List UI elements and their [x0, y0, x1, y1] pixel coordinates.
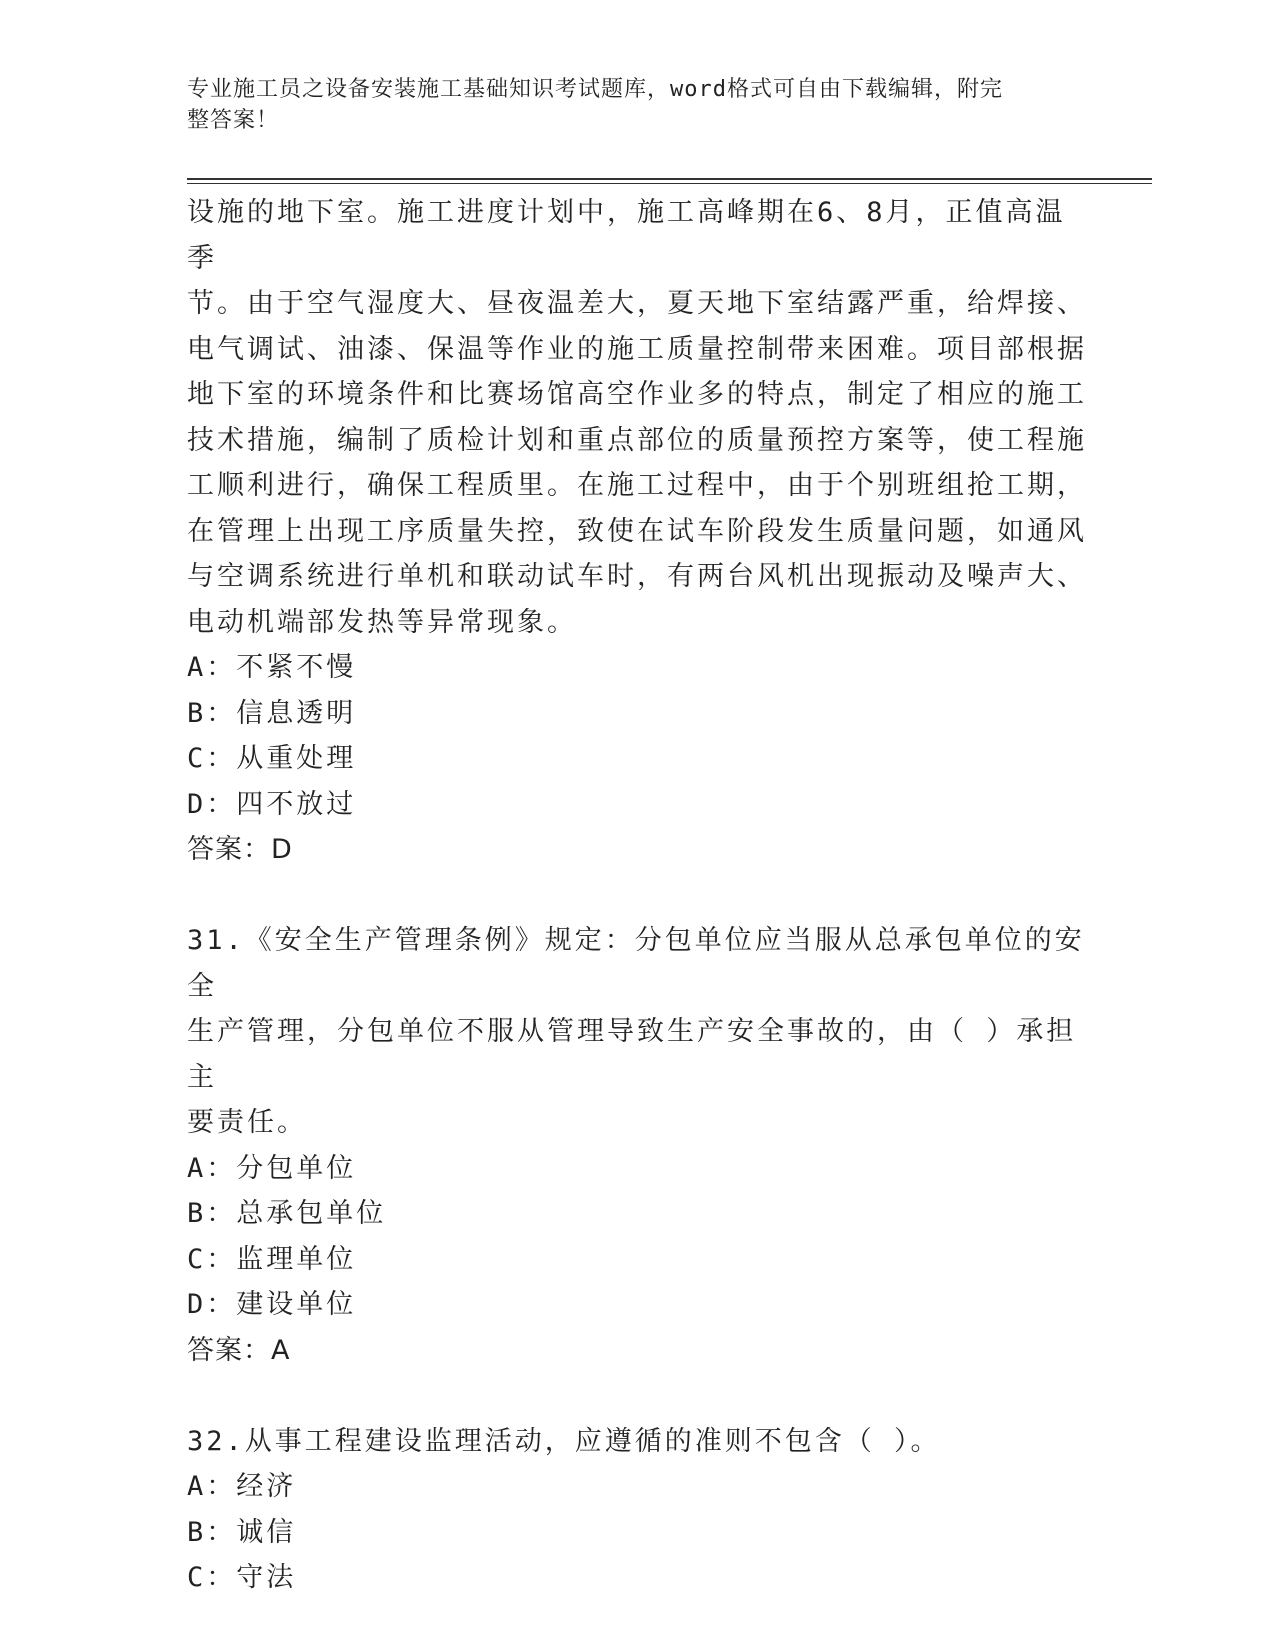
question-text-line: 设施的地下室。施工进度计划中，施工高峰期在6、8月，正值高温季	[187, 197, 1066, 274]
option-b: B：总承包单位	[187, 1198, 387, 1229]
header-divider-thin	[187, 183, 1152, 184]
question-text-line: 与空调系统进行单机和联动试车时，有两台风机出现振动及噪声大、	[187, 561, 1087, 592]
question-30	[187, 190, 1087, 873]
question-text-line: 电动机端部发热等异常现象。	[187, 606, 577, 638]
option-c: C：守法	[187, 1562, 297, 1593]
option-a: A：分包单位	[187, 1152, 357, 1184]
question-text-line: 工顺利进行，确保工程质里。在施工过程中，由于个别班组抢工期，	[187, 470, 1087, 501]
option-c: C：监理单位	[187, 1243, 357, 1275]
question-text-line: 技术措施，编制了质检计划和重点部位的质量预控方案等，使工程施	[187, 424, 1087, 456]
header-line: 整答案！	[187, 108, 280, 133]
question-text-line: 生产管理，分包单位不服从管理导致生产安全事故的，由（ ）承担主	[187, 1016, 1077, 1093]
option-b: B：诚信	[187, 1516, 297, 1548]
spacer	[187, 1373, 1087, 1419]
question-text-line: 电气调试、油漆、保温等作业的施工质量控制带来困难。项目部根据	[187, 333, 1087, 365]
question-32	[187, 1419, 1087, 1601]
option-a: A：不紧不慢	[187, 652, 357, 683]
header-divider-thick	[187, 178, 1152, 180]
option-c: C：从重处理	[187, 743, 357, 774]
option-d: D：四不放过	[187, 788, 357, 820]
question-text-line: 要责任。	[187, 1107, 307, 1138]
question-text-line: 32.从事工程建设监理活动，应遵循的准则不包含（ ）。	[187, 1425, 941, 1457]
answer-line: 答案：D	[187, 834, 293, 865]
option-d: D：建设单位	[187, 1289, 357, 1320]
option-a: A：经济	[187, 1471, 297, 1502]
document-body	[187, 190, 1087, 1601]
answer-line: 答案：A	[187, 1334, 291, 1366]
page-header	[187, 74, 1067, 136]
header-line: 专业施工员之设备安装施工基础知识考试题库，word格式可自由下载编辑，附完	[187, 77, 1003, 102]
question-text-line: 31.《安全生产管理条例》规定：分包单位应当服从总承包单位的安全	[187, 925, 1085, 1002]
spacer	[187, 873, 1087, 919]
question-text-line: 节。由于空气湿度大、昼夜温差大，夏天地下室结露严重，给焊接、	[187, 288, 1087, 319]
question-text-line: 在管理上出现工序质量失控，致使在试车阶段发生质量问题，如通风	[187, 515, 1087, 547]
option-b: B：信息透明	[187, 697, 357, 729]
question-text-line: 地下室的环境条件和比赛场馆高空作业多的特点，制定了相应的施工	[187, 379, 1087, 410]
question-31	[187, 918, 1087, 1373]
